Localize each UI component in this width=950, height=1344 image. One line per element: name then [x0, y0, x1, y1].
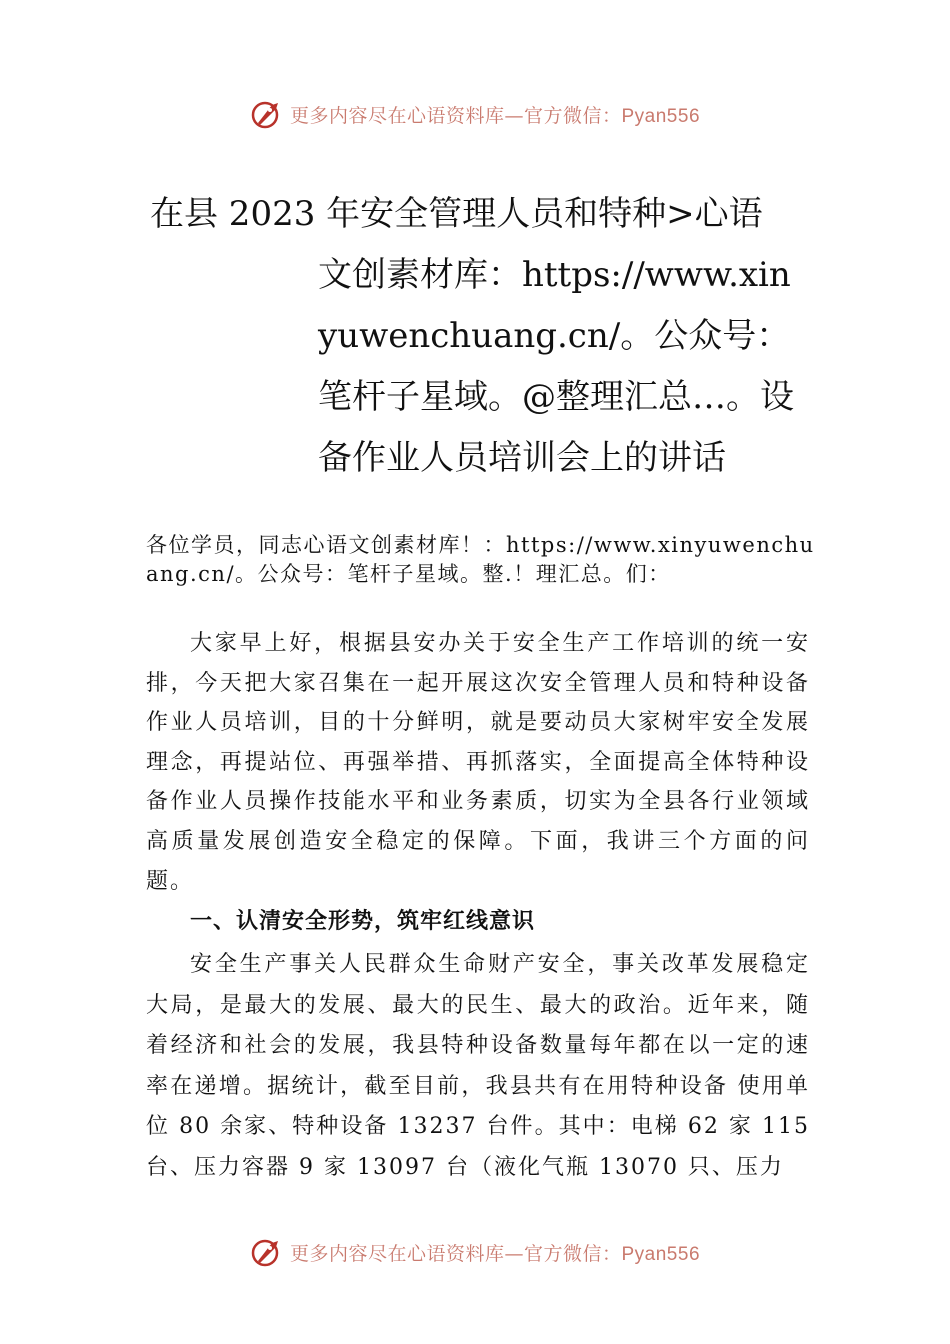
paragraph-2: 安全生产事关人民群众生命财产安全，事关改革发展稳定大局，是最大的发展、最大的民生、最大的政治。近年来，随着经济和社会的发展，我县特种设备数量每年都在以一定的速率在递增。据统计，截至目前，我县共有在用特种设备 使用单位 80 余家、特种设备 13237 台件。其中：电梯 62 家 115 台、压力容器 9 家 13097 台（液化气瓶 13070 只、压力 [146, 952, 810, 1180]
title-rest: 文创素材库：https://www.xinyuwenchuang.cn/。公众号：笔杆子星域。@整理汇总…。设备作业人员培训会上的讲话 [318, 255, 794, 478]
title-first-line: 在县 2023 年安全管理人员和特种>心语 [150, 194, 763, 234]
document-title [150, 184, 810, 489]
header-banner [0, 94, 950, 134]
header-banner-text: 更多内容尽在心语资料库—官方微信：Pyan556 [289, 104, 701, 127]
section-heading-1: 一、认清安全形势，筑牢红线意识 [190, 909, 536, 935]
salutation-text: 各位学员，同志心语文创素材库！：https://www.xinyuwenchuang.cn/。公众号：笔杆子星域。整.！理汇总。们： [146, 533, 815, 586]
footer-banner [0, 1232, 950, 1272]
document-body [146, 624, 810, 1188]
paragraph-1: 大家早上好，根据县安办关于安全生产工作培训的统一安排，今天把大家召集在一起开展这次安全管理人员和特种设备作业人员培训，目的十分鲜明，就是要动员大家树牢安全发展理念，再提站位、再强举措、再抓落实，全面提高全体特种设备作业人员操作技能水平和业务素质，切实为全县各行业领域高质量发展创造安全稳定的保障。下面，我讲三个方面的问题。 [146, 631, 810, 894]
footer-banner-text: 更多内容尽在心语资料库—官方微信：Pyan556 [289, 1242, 701, 1265]
pen-nib-logo-icon [250, 1235, 284, 1269]
pen-nib-logo-icon [250, 97, 284, 131]
